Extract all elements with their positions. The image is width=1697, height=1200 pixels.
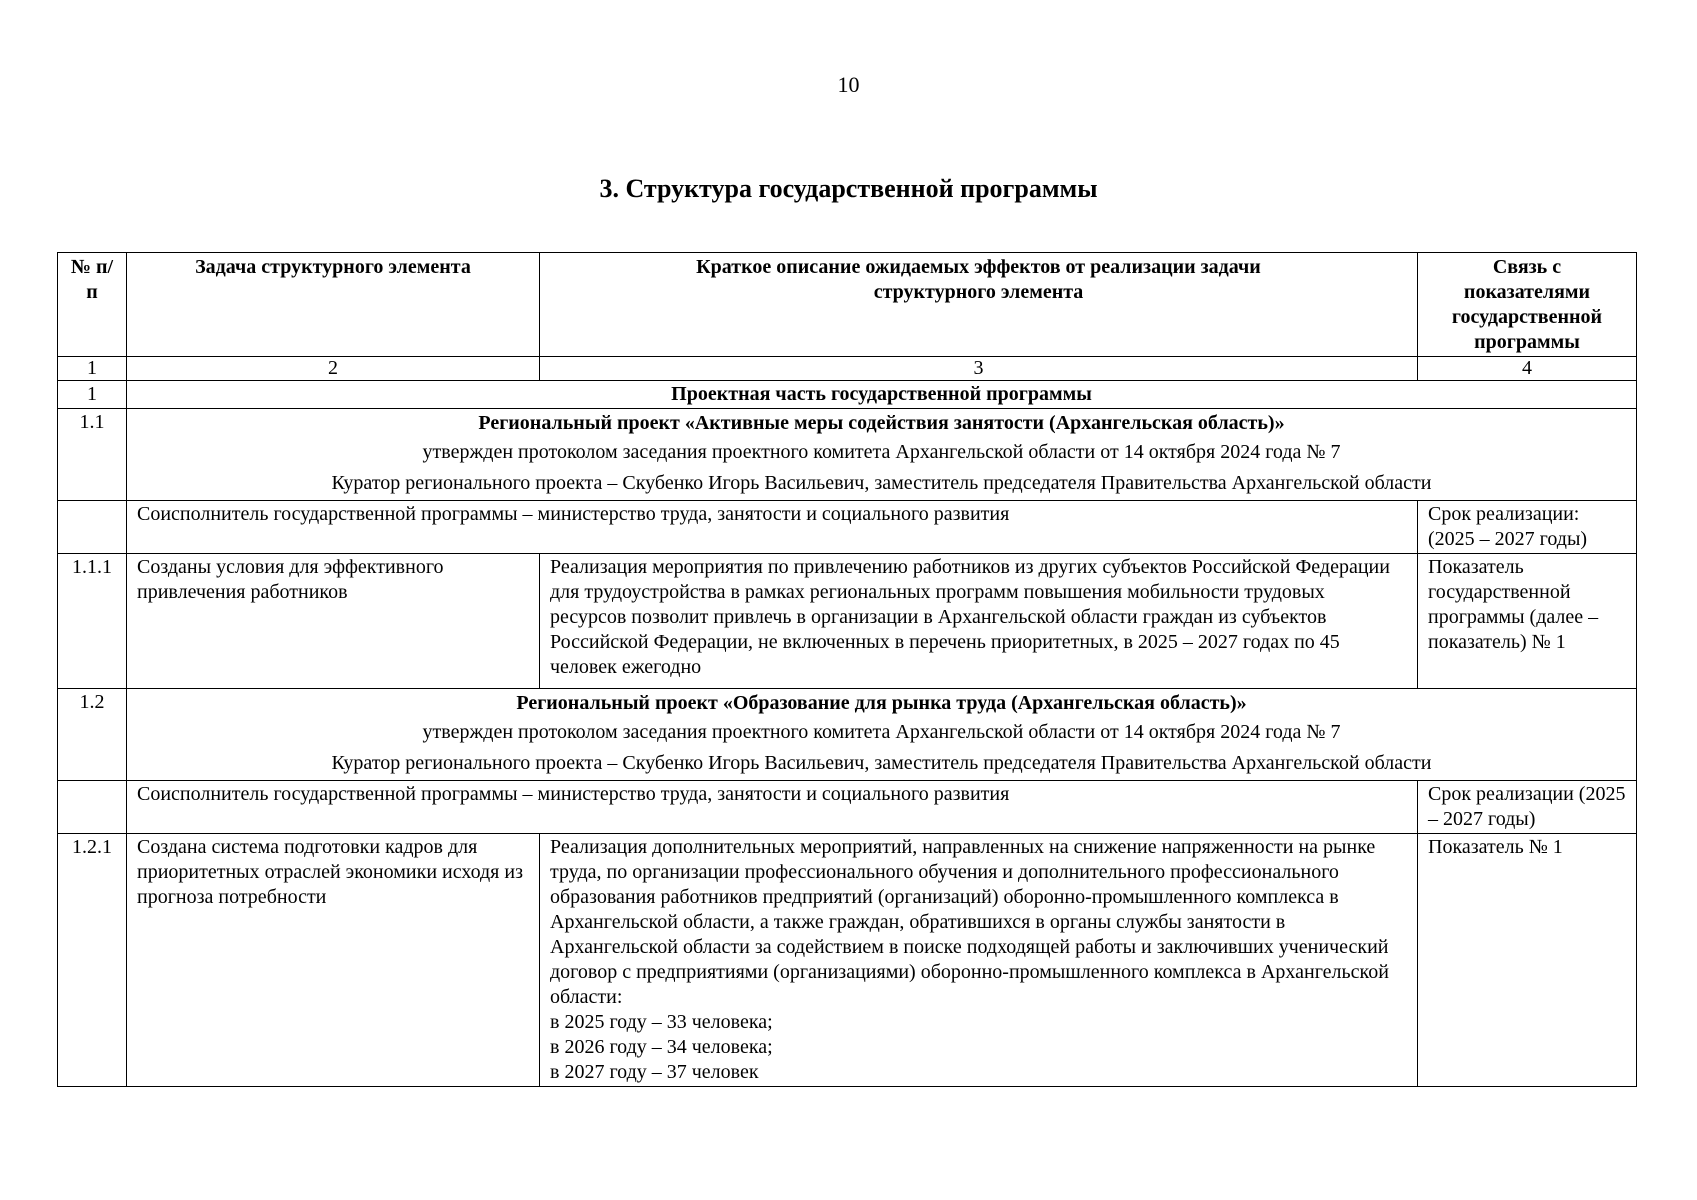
project-info (127, 689, 1637, 781)
project-term: Срок реализации (2025 – 2027 годы) (1418, 781, 1637, 834)
task-effects (540, 554, 1418, 689)
task-row (58, 554, 1637, 689)
project-curator: Куратор регионального проекта – Скубенко Игорь Васильевич, заместитель председателя Правительства Архангельской области (331, 752, 1432, 774)
task-number: 1.1.1 (58, 554, 127, 689)
effects-line: в 2025 году – 33 человека; (550, 1011, 773, 1033)
effects-line: Реализация дополнительных мероприятий, направленных на снижение напряженности на рынке труда, по организации профессионального обучения и дополнительного профессионального образования работников предприятий (организаций) оборонно-промышленного комплекса в Архангельской области, а также граждан, обратившихся в органы службы занятости в Архангельской области за содействием в поиске подходящей работы и заключивших ученический договор с предприятиями (организациями) оборонно-промышленного комплекса в Архангельской области: (550, 836, 1389, 1008)
section-number: 1 (58, 381, 127, 409)
project-approval: утвержден протоколом заседания проектного комитета Архангельской области от 14 октября 2024 года № 7 (422, 721, 1341, 743)
column-number: 4 (1418, 357, 1637, 381)
header-effects: Краткое описание ожидаемых эффектов от реализации задачи структурного элемента (540, 253, 1418, 357)
project-name: Региональный проект «Активные меры содействия занятости (Архангельская область)» (478, 412, 1285, 434)
effects-line: в 2027 году – 37 человек (550, 1061, 759, 1083)
header-link: Связь с показателями государственной программы (1418, 253, 1637, 357)
project-name: Региональный проект «Образование для рынка труда (Архангельская область)» (516, 692, 1247, 714)
task-indicator: Показатель государственной программы (далее – показатель) № 1 (1418, 554, 1637, 689)
coexecutor-row (58, 781, 1637, 834)
empty-cell (58, 501, 127, 554)
project-row (58, 689, 1637, 781)
task-effects (540, 834, 1418, 1087)
project-coexecutor: Соисполнитель государственной программы – министерство труда, занятости и социального развития (127, 781, 1418, 834)
column-number: 1 (58, 357, 127, 381)
project-term: Срок реализации: (2025 – 2027 годы) (1418, 501, 1637, 554)
section-title: Проектная часть государственной программы (127, 381, 1637, 409)
project-curator: Куратор регионального проекта – Скубенко Игорь Васильевич, заместитель председателя Правительства Архангельской области (331, 472, 1432, 494)
project-number: 1.2 (58, 689, 127, 781)
task-name: Созданы условия для эффективного привлечения работников (127, 554, 540, 689)
project-coexecutor: Соисполнитель государственной программы – министерство труда, занятости и социального развития (127, 501, 1418, 554)
column-number: 3 (540, 357, 1418, 381)
project-number: 1.1 (58, 409, 127, 501)
column-number: 2 (127, 357, 540, 381)
task-number: 1.2.1 (58, 834, 127, 1087)
column-number-row (58, 357, 1637, 381)
task-row (58, 834, 1637, 1087)
page-number: 10 (837, 72, 860, 97)
header-row (58, 253, 1637, 357)
effects-line: Реализация мероприятия по привлечению работников из других субъектов Российской Федерации для трудоустройства в рамках региональных программ повышения мобильности трудовых ресурсов позволит привлечь в организации в Архангельской области граждан из субъектов Российской Федерации, не включенных в перечень приоритетных, в 2025 – 2027 годах по 45 человек ежегодно (550, 556, 1390, 678)
project-row (58, 409, 1637, 501)
coexecutor-row (58, 501, 1637, 554)
header-task: Задача структурного элемента (127, 253, 540, 357)
empty-cell (58, 781, 127, 834)
page-title: 3. Структура государственной программы (599, 174, 1098, 203)
project-approval: утвержден протоколом заседания проектного комитета Архангельской области от 14 октября 2024 года № 7 (422, 441, 1341, 463)
effects-line: в 2026 году – 34 человека; (550, 1036, 773, 1058)
task-name: Создана система подготовки кадров для приоритетных отраслей экономики исходя из прогноза потребности (127, 834, 540, 1087)
structure-table (57, 252, 1637, 1087)
task-indicator: Показатель № 1 (1418, 834, 1637, 1087)
section-row (58, 381, 1637, 409)
header-num: № п/п (58, 253, 127, 357)
project-info (127, 409, 1637, 501)
